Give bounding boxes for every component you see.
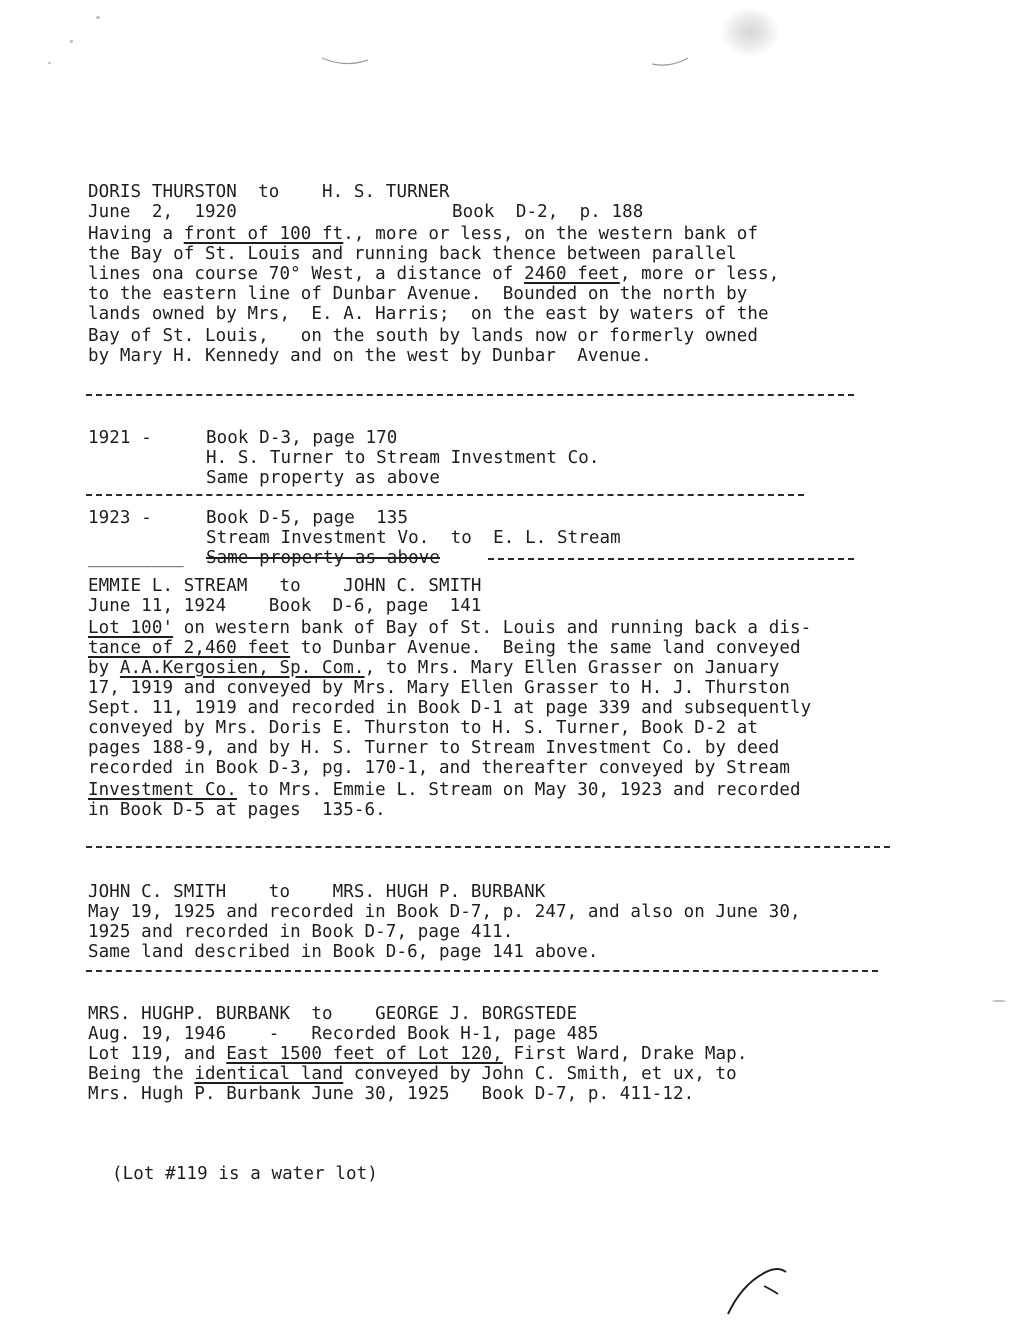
entry4-line: conveyed by Mrs. Doris E. Thurston to H. S. Turner, Book D-2 at	[88, 718, 759, 738]
entry6-line: Mrs. Hugh P. Burbank June 30, 1925 Book D-7, p. 411-12.	[88, 1084, 695, 1104]
scan-speck	[70, 40, 73, 43]
entry1-line: lands owned by Mrs, E. A. Harris; on the east by waters of the	[88, 304, 769, 324]
entry4-line: pages 188-9, and by H. S. Turner to Stream Investment Co. by deed	[88, 738, 780, 758]
entry4-line: in Book D-5 at pages 135-6.	[88, 800, 386, 820]
entry3-note: Same property as above	[206, 548, 440, 568]
section-divider	[86, 494, 804, 496]
entry1-line: Bay of St. Louis, on the south by lands now or formerly owned	[88, 326, 759, 346]
scan-mark	[320, 54, 370, 68]
entry6-date: Aug. 19, 1946 - Recorded Book H-1, page 485	[88, 1024, 599, 1044]
entry4-line: Lot 100' on western bank of Bay of St. Louis and running back a dis-	[88, 618, 812, 638]
entry5-line: Same land described in Book D-6, page 141 above.	[88, 942, 599, 962]
scan-speck	[96, 16, 100, 19]
entry2-year: 1921 -	[88, 428, 152, 448]
entry5-line: May 19, 1925 and recorded in Book D-7, p. 247, and also on June 30,	[88, 902, 801, 922]
entry1-line: the Bay of St. Louis and running back thence between parallel	[88, 244, 737, 264]
entry6-parties: MRS. HUGHP. BURBANK to GEORGE J. BORGSTEDE	[88, 1004, 578, 1024]
section-divider	[86, 970, 878, 972]
scan-speck	[992, 1000, 1006, 1002]
section-divider	[86, 846, 890, 848]
entry5-parties: JOHN C. SMITH to MRS. HUGH P. BURBANK	[88, 882, 546, 902]
scan-speck	[48, 62, 51, 64]
entry1-line: Having a front of 100 ft., more or less, on the western bank of	[88, 224, 759, 244]
section-divider	[488, 558, 854, 560]
entry6-line: Being the identical land conveyed by John C. Smith, et ux, to	[88, 1064, 737, 1084]
entry4-line: by A.A.Kergosien, Sp. Com., to Mrs. Mary Ellen Grasser on January	[88, 658, 780, 678]
entry3-year: 1923 -	[88, 508, 152, 528]
entry3-transfer: Stream Investment Vo. to E. L. Stream	[206, 528, 621, 548]
entry4-parties: EMMIE L. STREAM to JOHN C. SMITH	[88, 576, 482, 596]
scan-smudge	[722, 8, 778, 56]
entry4-line: Sept. 11, 1919 and recorded in Book D-1 at page 339 and subsequently	[88, 698, 812, 718]
entry4-line: tance of 2,460 feet to Dunbar Avenue. Being the same land conveyed	[88, 638, 801, 658]
handwritten-mark	[718, 1262, 798, 1318]
entry4-line: recorded in Book D-3, pg. 170-1, and thereafter conveyed by Stream	[88, 758, 790, 778]
footnote: (Lot #119 is a water lot)	[112, 1164, 378, 1184]
entry1-parties: DORIS THURSTON to H. S. TURNER	[88, 182, 450, 202]
entry5-line: 1925 and recorded in Book D-7, page 411.	[88, 922, 514, 942]
entry4-line: Investment Co. to Mrs. Emmie L. Stream on May 30, 1923 and recorded	[88, 780, 801, 800]
section-divider	[86, 394, 854, 396]
entry2-book: Book D-3, page 170	[206, 428, 398, 448]
entry1-line: by Mary H. Kennedy and on the west by Dunbar Avenue.	[88, 346, 652, 366]
entry6-line: Lot 119, and East 1500 feet of Lot 120, First Ward, Drake Map.	[88, 1044, 748, 1064]
entry2-note: Same property as above	[206, 468, 440, 488]
scan-mark	[650, 56, 690, 68]
entry3-prefix: _________	[88, 548, 184, 568]
entry3-book: Book D-5, page 135	[206, 508, 409, 528]
entry2-transfer: H. S. Turner to Stream Investment Co.	[206, 448, 600, 468]
entry1-book: Book D-2, p. 188	[452, 202, 644, 222]
entry4-date: June 11, 1924 Book D-6, page 141	[88, 596, 482, 616]
entry1-line: lines ona course 70° West, a distance of 2460 feet, more or less,	[88, 264, 780, 284]
entry1-date: June 2, 1920	[88, 202, 237, 222]
entry1-line: to the eastern line of Dunbar Avenue. Bounded on the north by	[88, 284, 748, 304]
entry4-line: 17, 1919 and conveyed by Mrs. Mary Ellen Grasser to H. J. Thurston	[88, 678, 790, 698]
